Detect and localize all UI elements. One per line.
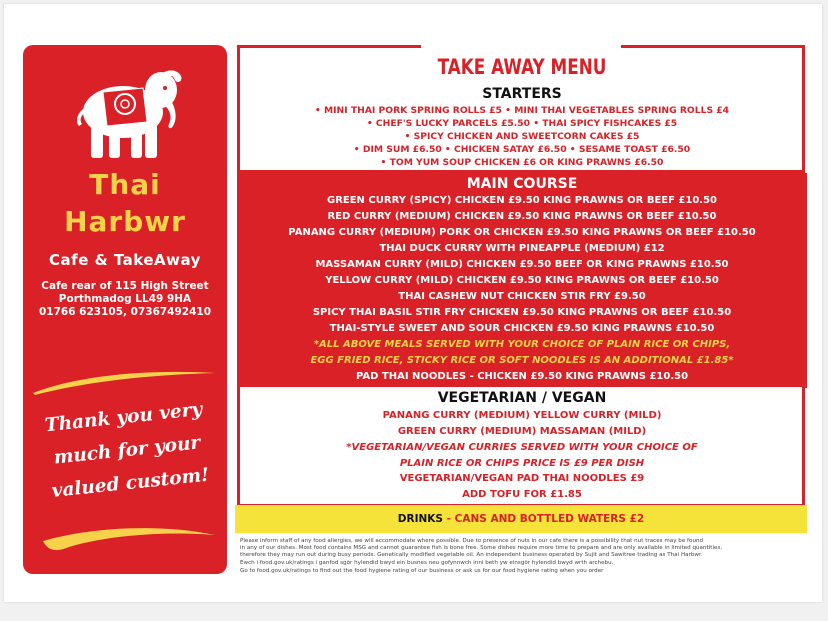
main-course-heading: MAIN COURSE [466,176,578,192]
thank-you-line2: much for your [52,432,202,469]
brand-name-line1: Thai [89,168,161,201]
main-course-item: THAI DUCK CURRY WITH PINEAPPLE (MEDIUM) £12 [379,243,665,254]
thank-you-line1: Thank you very [43,398,204,437]
address-line2: Porthmadog LL49 9HA [58,293,192,305]
bottom-swoosh-decoration [39,523,219,557]
drinks-label: DRINKS [397,513,443,525]
top-swoosh-decoration [29,367,219,397]
vegetarian-item: GREEN CURRY (MEDIUM) MASSAMAN (MILD) [397,426,647,437]
vegetarian-item: ADD TOFU FOR £1.85 [462,489,582,500]
main-course-item: THAI CASHEW NUT CHICKEN STIR FRY £9.50 [398,291,646,302]
starter-line: • DIM SUM £6.50 • CHICKEN SATAY £6.50 • SESAME TOAST £6.50 [353,144,691,155]
starter-line: • TOM YUM SOUP CHICKEN £6 OR KING PRAWNS £6.50 [380,157,664,168]
pad-thai-item: PAD THAI NOODLES - CHICKEN £9.50 KING PRAWNS £10.50 [355,371,689,382]
elephant-icon [73,64,185,162]
vegetarian-item: VEGETARIAN/VEGAN PAD THAI NOODLES £9 [399,473,645,484]
footer-line: Please inform staff of any food allergies, we will accommodate where possible. Due to presence of nuts in our cafe there is a possibility that nut traces may be found [240,538,704,544]
vegetarian-heading: VEGETARIAN / VEGAN [437,390,607,406]
vegetarian-note: PLAIN RICE OR CHIPS PRICE IS £9 PER DISH [399,458,645,469]
main-course-item: SPICY THAI BASIL STIR FRY CHICKEN £9.50 KING PRAWNS OR BEEF £10.50 [312,307,732,318]
main-course-item: THAI-STYLE SWEET AND SOUR CHICKEN £9.50 KING PRAWNS £10.50 [329,323,715,334]
drinks-value: - CANS AND BOTTLED WATERS £2 [446,513,645,525]
main-course-item: RED CURRY (MEDIUM) CHICKEN £9.50 KING PRAWNS OR BEEF £10.50 [327,211,717,222]
footer-line: Ewch i food.gov.uk/ratings i ganfod sgôr hylendid bwyd ein busnes neu gofynnwch inni beth yw einsgôr hylendid bwyd wrth archebu. [240,560,614,566]
main-course-note: *ALL ABOVE MEALS SERVED WITH YOUR CHOICE OF PLAIN RICE OR CHIPS, [313,339,731,350]
footer-line: Go to food.gov.uk/ratings to find out the food hygiene rating of our business or ask us for our food hygiene rating when you order [240,568,604,574]
vegetarian-note: *VEGETARIAN/VEGAN CURRIES SERVED WITH YOUR CHOICE OF [346,442,698,453]
main-course-item: MASSAMAN CURRY (MILD) CHICKEN £9.50 BEEF OR KING PRAWNS £10.50 [315,259,729,270]
main-course-item: GREEN CURRY (SPICY) CHICKEN £9.50 KING PRAWNS OR BEEF £10.50 [326,195,718,206]
thank-you-line3: valued custom! [50,464,211,503]
vegetarian-item: PANANG CURRY (MEDIUM) YELLOW CURRY (MILD) [382,410,662,421]
main-course-note: EGG FRIED RICE, STICKY RICE OR SOFT NOODLES IS AN ADDITIONAL £1.85* [310,355,734,366]
footer-line: therefore they may run out during busy periods. Genetically modified vegetable oil. An independent business operated by Sujit and Sawitree trading as Thai Harbwr. [240,552,703,558]
starter-line: • CHEF'S LUCKY PARCELS £5.50 • THAI SPICY FISHCAKES £5 [366,118,678,129]
drinks-bar [235,505,807,533]
address-line1: Cafe rear of 115 High Street [41,280,209,292]
main-course-item: YELLOW CURRY (MILD) CHICKEN £9.50 KING PRAWNS OR BEEF £10.50 [325,275,719,286]
footer-line: in any of our dishes. Most food contains MSG and cannot guarantee fish is bone free. Some dishes require more time to prepare and are only available in limited quantities, [240,545,723,551]
menu-title: TAKE AWAY MENU [437,55,607,79]
main-course-item: PANANG CURRY (MEDIUM) PORK OR CHICKEN £9.50 KING PRAWNS OR BEEF £10.50 [288,227,756,238]
brand-panel [23,45,227,574]
brand-tagline: Cafe & TakeAway [49,251,201,269]
phone-numbers: 01766 623105, 07367492410 [38,306,212,318]
starters-heading: STARTERS [482,86,562,102]
starter-line: • SPICY CHICKEN AND SWEETCORN CAKES £5 [404,131,640,142]
thank-you-message [24,391,227,510]
starter-line: • MINI THAI PORK SPRING ROLLS £5 • MINI THAI VEGETABLES SPRING ROLLS £4 [314,105,730,116]
brand-name-line2: Harbwr [64,205,186,238]
